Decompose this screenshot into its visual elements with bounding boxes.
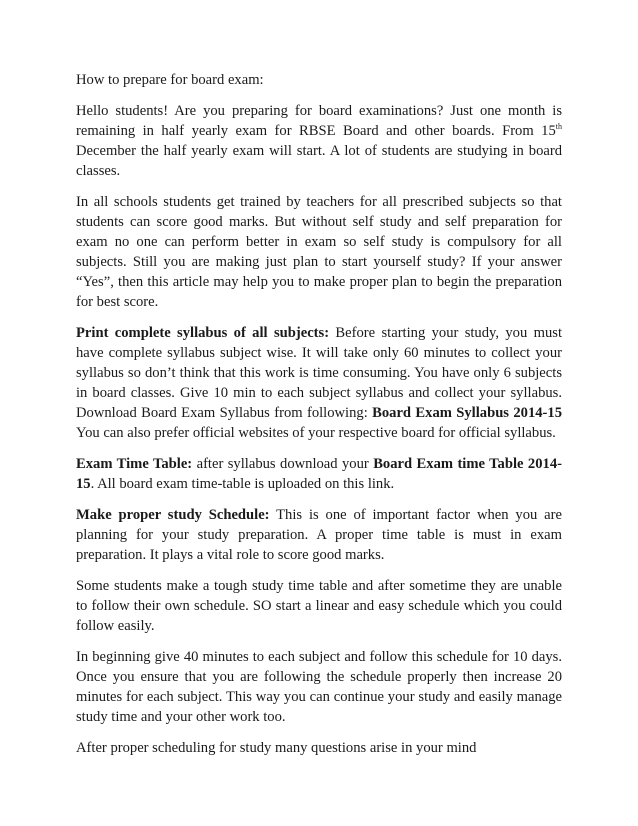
beginning-text: In beginning give 40 minutes to each subject and follow this schedule for 10 days. Once you ensure that you are following the schedule properly then increase 20 minutes for each subject. This way you can continue your study and easily manage study time and your other work too. bbox=[76, 649, 562, 725]
title-text: How to prepare for board exam: bbox=[76, 72, 264, 88]
paragraph-schedule bbox=[76, 505, 562, 565]
time-table-text-b: . All board exam time-table is uploaded on this link. bbox=[90, 476, 395, 492]
time-table-link[interactable]: Board Exam time Table 2014-15 bbox=[76, 456, 562, 492]
time-table-text-a: after syllabus download your bbox=[192, 456, 374, 472]
questions-text: After proper scheduling for study many questions arise in your mind bbox=[76, 740, 477, 756]
page-title bbox=[76, 70, 562, 90]
intro-superscript: th bbox=[555, 122, 562, 131]
intro-text-a: Hello students! Are you preparing for board examinations? Just one month is remaining in half yearly exam for RBSE Board and other boards. From 15 bbox=[76, 103, 562, 139]
paragraph-tough-schedule bbox=[76, 576, 562, 636]
paragraph-syllabus bbox=[76, 323, 562, 443]
syllabus-text-a: Before starting your study, you must have complete syllabus subject wise. It will take only 60 minutes to collect your syllabus so don’t think that this work is time consuming. You have only 6 subjects in board classes. Give 10 min to each subject syllabus and collect your syllabus. Download Board Exam Syllabus from following: bbox=[76, 325, 562, 421]
schedule-heading: Make proper study Schedule: bbox=[76, 507, 270, 523]
paragraph-questions bbox=[76, 738, 562, 758]
syllabus-text-b: You can also prefer official websites of your respective board for official syllabus. bbox=[76, 425, 556, 441]
self-study-text: In all schools students get trained by teachers for all prescribed subjects so that students can score good marks. But without self study and self preparation for exam no one can perform better in exam so self study is compulsory for all subjects. Still you are making just plan to start yourself study? If your answer “Yes”, then this article may help you to make proper plan to begin the preparation for best score. bbox=[76, 194, 562, 310]
time-table-heading: Exam Time Table: bbox=[76, 456, 193, 472]
syllabus-heading: Print complete syllabus of all subjects: bbox=[76, 325, 330, 341]
tough-schedule-text: Some students make a tough study time table and after sometime they are unable to follow their own schedule. SO start a linear and easy schedule which you could follow easily. bbox=[76, 578, 562, 634]
document-body bbox=[76, 70, 562, 758]
paragraph-intro bbox=[76, 101, 562, 181]
paragraph-beginning bbox=[76, 647, 562, 727]
paragraph-time-table bbox=[76, 454, 562, 494]
syllabus-link[interactable]: Board Exam Syllabus 2014-15 bbox=[372, 405, 562, 421]
paragraph-self-study bbox=[76, 192, 562, 312]
intro-text-b: December the half yearly exam will start. A lot of students are studying in board classes. bbox=[76, 143, 562, 179]
schedule-text: This is one of important factor when you are planning for your study preparation. A proper time table is must in exam preparation. It plays a vital role to score good marks. bbox=[76, 507, 562, 563]
